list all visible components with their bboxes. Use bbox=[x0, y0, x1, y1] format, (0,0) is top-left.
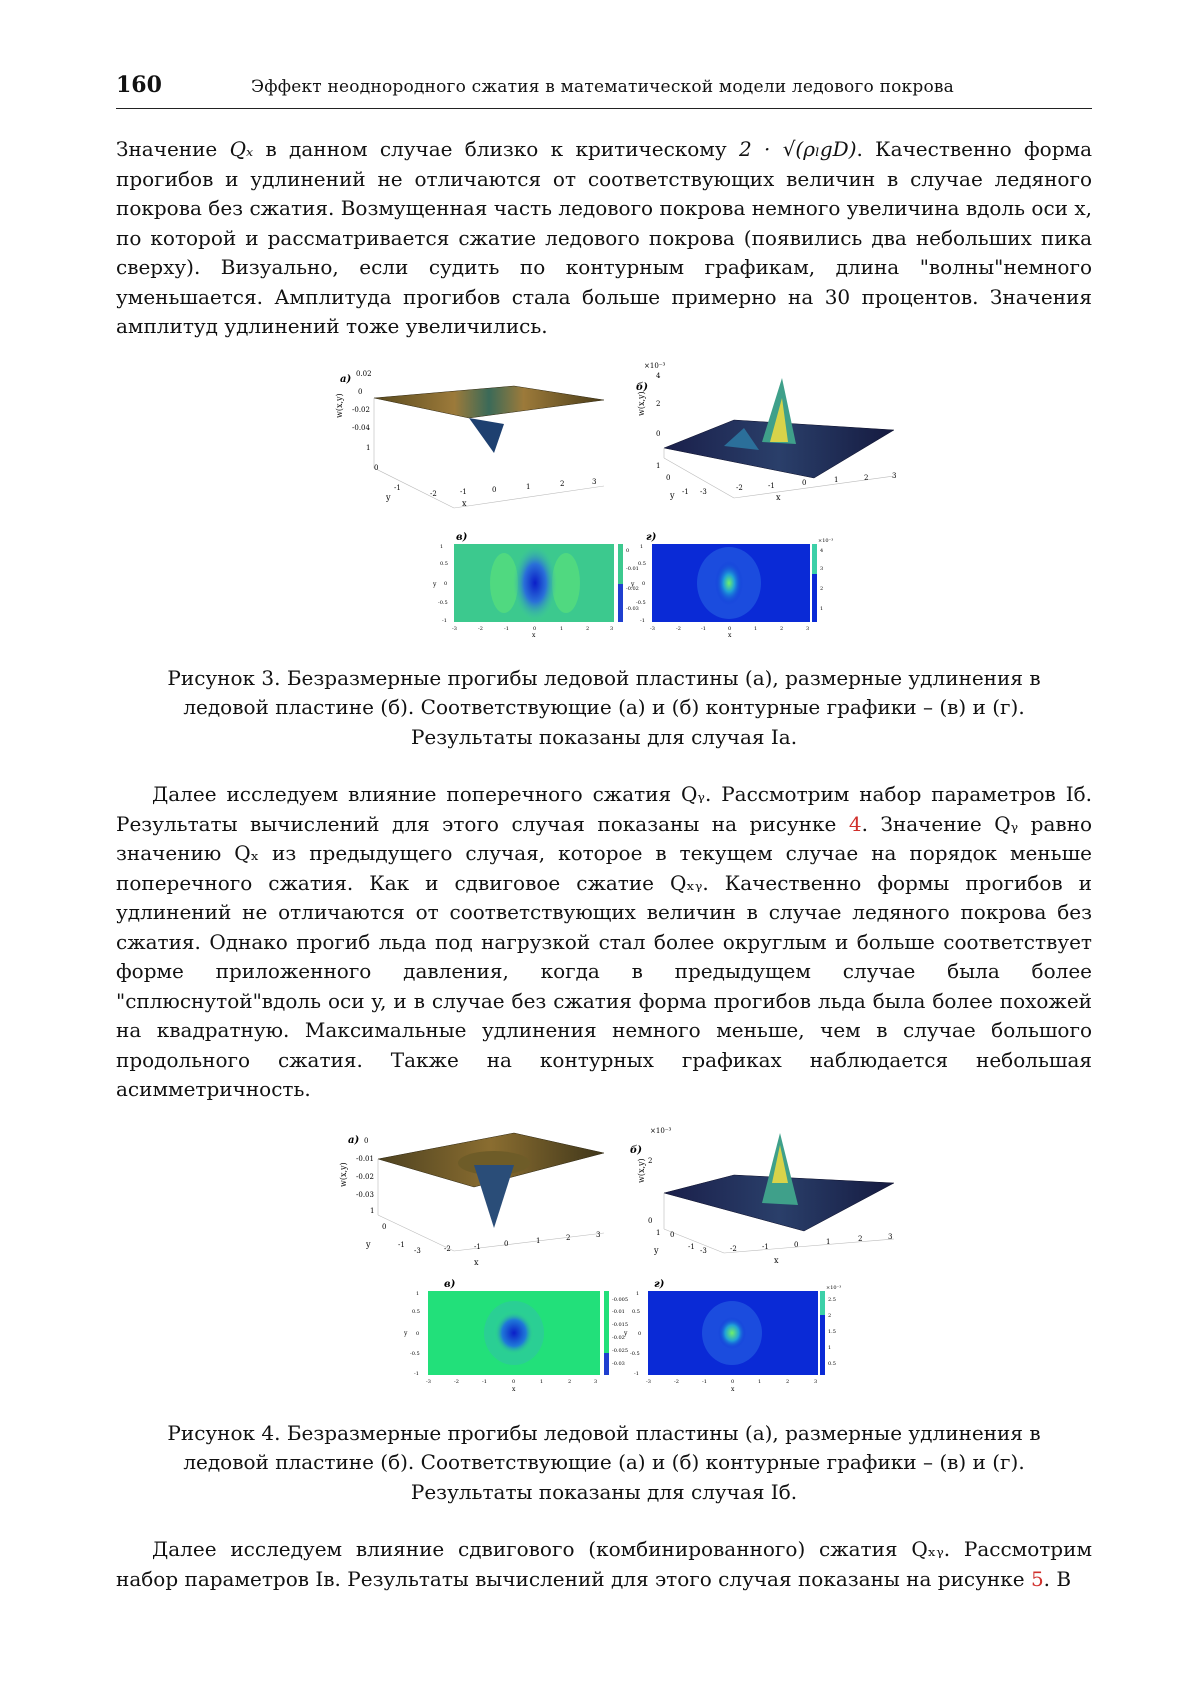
tick: -0.005 bbox=[612, 1296, 629, 1303]
zlabel: w(x,y) bbox=[339, 1161, 348, 1187]
tick: 0 bbox=[492, 485, 497, 494]
tick: 0 bbox=[374, 463, 379, 472]
tick: -1 bbox=[702, 1378, 707, 1385]
tick: -0.5 bbox=[630, 1350, 640, 1357]
tick: -0.015 bbox=[612, 1321, 629, 1328]
paragraph-1 bbox=[116, 135, 1092, 342]
tick: -0.5 bbox=[636, 599, 646, 606]
tick: -1 bbox=[482, 1378, 487, 1385]
tick: -3 bbox=[452, 625, 457, 632]
tick: 1 bbox=[820, 605, 824, 612]
p1-text: Значение bbox=[116, 137, 218, 161]
tick: 1 bbox=[370, 1206, 375, 1215]
ylabel: y bbox=[433, 580, 437, 588]
contour-center bbox=[715, 561, 743, 605]
tick: 1 bbox=[656, 461, 661, 470]
caption-line: Результаты показаны для случая Iа. bbox=[410, 724, 798, 749]
tick: 2 bbox=[656, 399, 661, 408]
tick: -2 bbox=[736, 483, 743, 492]
tick: 1 bbox=[758, 1378, 762, 1385]
tick: -0.02 bbox=[626, 585, 639, 592]
tick: 4 bbox=[656, 371, 661, 380]
tick: 1 bbox=[560, 625, 564, 632]
tick: 2 bbox=[864, 473, 869, 482]
caption-line: ледовой пластине (б). Соответствующие (а) и (б) контурные графики – (в) и (г). bbox=[183, 695, 1025, 719]
fig3-b-label: б) bbox=[636, 381, 648, 393]
tick: -1 bbox=[640, 617, 645, 624]
tick: 3 bbox=[820, 565, 824, 572]
figure-3-svg bbox=[304, 358, 904, 678]
axis-line bbox=[724, 1239, 894, 1253]
tick: 1 bbox=[834, 475, 839, 484]
p2-rest: . Значение Qᵧ равно значению Qₓ из предыдущего случая, которое в текущем случае на порядок меньше поперечного сжатия. Как и сдвиговое сжатие Qₓᵧ. Качественно формы прогибов и удлинений не отличаются от соответствующих величин в случае ледяного покрова без сжатия. Однако прогиб льда под нагрузкой стал более округлым и больше соответствует форме приложенного давления, когда в предыдущем случае была более "сплюснутой"вдоль оси y, и в случае без сжатия форма прогибов льда была более похожей на квадратную. Максимальные удлинения немного меньше, чем в случае большого продольного сжатия. Также на контурных графиках наблюдается небольшая асимметричность. bbox=[116, 811, 1093, 1101]
axis-line bbox=[374, 468, 454, 508]
tick: 2 bbox=[560, 479, 565, 488]
tick: 0.5 bbox=[440, 560, 448, 567]
tick: 1 bbox=[366, 443, 371, 452]
tick: 0 bbox=[642, 580, 646, 587]
axis-line bbox=[734, 473, 894, 498]
tick: 2 bbox=[828, 1312, 832, 1319]
tick: -1 bbox=[394, 483, 401, 492]
caption-line: ледовой пластине (б). Соответствующие (а) и (б) контурные графики – (в) и (г). bbox=[183, 1450, 1025, 1474]
tick: 0.5 bbox=[828, 1360, 836, 1367]
tick: 1 bbox=[526, 482, 531, 491]
tick: 1 bbox=[826, 1237, 831, 1246]
scale-label: ×10⁻³ bbox=[826, 1284, 842, 1291]
surface-mesh bbox=[374, 386, 604, 418]
colorbar-top bbox=[618, 544, 623, 584]
figure-4 bbox=[304, 1123, 904, 1423]
caption-line: Рисунок 3. Безразмерные прогибы ледовой пластины (а), размерные удлинения в bbox=[167, 665, 1041, 690]
tick: -0.01 bbox=[356, 1154, 374, 1163]
tick: -3 bbox=[650, 625, 655, 632]
tick: 1 bbox=[656, 1228, 661, 1237]
page-header bbox=[116, 72, 1092, 109]
ylabel: y bbox=[631, 580, 635, 588]
fig3-a-label: а) bbox=[340, 373, 352, 385]
tick: 0 bbox=[794, 1240, 799, 1249]
figure-4-caption bbox=[134, 1419, 1074, 1508]
tick: 0 bbox=[666, 473, 671, 482]
tick: 2 bbox=[648, 1156, 653, 1165]
tick: -0.03 bbox=[356, 1190, 374, 1199]
fig4-panel-d bbox=[623, 1279, 841, 1393]
tick: 1 bbox=[636, 1290, 640, 1297]
tick: 0 bbox=[731, 1378, 735, 1385]
tick: 0 bbox=[656, 429, 661, 438]
tick: -1 bbox=[768, 481, 775, 490]
tick: 0.02 bbox=[356, 369, 372, 378]
tick: -3 bbox=[700, 1246, 707, 1255]
tick: -1 bbox=[398, 1240, 405, 1249]
fig4-panel-a bbox=[339, 1133, 604, 1267]
fig4-panel-b bbox=[630, 1127, 894, 1265]
xlabel: x bbox=[774, 1255, 779, 1265]
caption-line: Рисунок 4. Безразмерные прогибы ледовой пластины (а), размерные удлинения в bbox=[167, 1420, 1041, 1445]
fig4-panel-c bbox=[403, 1279, 628, 1393]
tick: 2 bbox=[780, 625, 784, 632]
tick: 0 bbox=[802, 478, 807, 487]
tick: 2 bbox=[586, 625, 590, 632]
tick: -0.03 bbox=[612, 1360, 625, 1367]
fig3-panel-c bbox=[432, 532, 639, 639]
running-title: Эффект неоднородного сжатия в математической модели ледового покрова bbox=[251, 77, 954, 97]
scale-label: ×10⁻³ bbox=[818, 537, 834, 544]
p3-rest: . В bbox=[1043, 1566, 1072, 1591]
tick: -2 bbox=[730, 1244, 737, 1253]
fig4-a-label: а) bbox=[348, 1134, 360, 1146]
tick: 1.5 bbox=[828, 1328, 836, 1335]
colorbar-top bbox=[812, 544, 817, 574]
p3-text: Далее исследуем влияние сдвигового (комбинированного) сжатия Qₓᵧ. Рассмотрим набор параметров Iв. Результаты вычислений для этого случая показаны на рисунке bbox=[116, 1537, 1092, 1591]
tick: -0.02 bbox=[352, 405, 370, 414]
ylabel: y bbox=[654, 1245, 659, 1255]
tick: 3 bbox=[806, 625, 810, 632]
fig4-b-label: б) bbox=[630, 1144, 642, 1156]
tick: 0.5 bbox=[638, 560, 646, 567]
scale-label: ×10⁻³ bbox=[644, 361, 666, 370]
xlabel: x bbox=[462, 498, 467, 508]
fig4-c-label: в) bbox=[444, 1278, 456, 1290]
fig3-c-label: в) bbox=[456, 531, 468, 543]
p1-text-2: в данном случае близко к критическому bbox=[265, 137, 727, 161]
tick: -1 bbox=[701, 625, 706, 632]
fig3-d-label: г) bbox=[646, 531, 657, 543]
scale-label: ×10⁻³ bbox=[650, 1126, 672, 1135]
tick: 0 bbox=[416, 1330, 420, 1337]
tick: 1 bbox=[536, 1236, 541, 1245]
deflection-dip bbox=[469, 418, 504, 453]
qx-symbol: Qₓ bbox=[229, 137, 254, 161]
ylabel: y bbox=[670, 490, 675, 500]
tick: 1 bbox=[416, 1290, 420, 1297]
tick: -0.04 bbox=[352, 423, 370, 432]
tick: -0.02 bbox=[356, 1172, 374, 1181]
tick: -3 bbox=[646, 1378, 651, 1385]
tick: 3 bbox=[592, 477, 597, 486]
tick: 2 bbox=[820, 585, 824, 592]
tick: -1 bbox=[762, 1242, 769, 1251]
tick: 0 bbox=[382, 1222, 387, 1231]
tick: 1 bbox=[754, 625, 758, 632]
caption-line: Результаты показаны для случая Iб. bbox=[410, 1479, 798, 1504]
critical-formula: 2 · √(ρₗgD) bbox=[738, 137, 857, 161]
tick: -1 bbox=[682, 487, 689, 496]
figure-5-link[interactable]: 5 bbox=[1030, 1566, 1044, 1591]
paragraph-3 bbox=[116, 1535, 1092, 1594]
tick: 0 bbox=[512, 1378, 516, 1385]
fig3-panel-a bbox=[335, 370, 604, 508]
tick: -0.01 bbox=[626, 565, 639, 572]
tick: -1 bbox=[634, 1370, 639, 1377]
tick: 0 bbox=[638, 1330, 642, 1337]
tick: 3 bbox=[610, 625, 614, 632]
xlabel: x bbox=[728, 631, 732, 639]
contour-center bbox=[718, 1317, 746, 1349]
tick: 0 bbox=[358, 387, 363, 396]
tick: -1 bbox=[474, 1242, 481, 1251]
tick: 3 bbox=[594, 1378, 598, 1385]
colorbar-bottom bbox=[604, 1353, 609, 1375]
tick: -1 bbox=[460, 487, 467, 496]
tick: -1 bbox=[414, 1370, 419, 1377]
tick: 0 bbox=[364, 1136, 369, 1145]
tick: -0.5 bbox=[438, 599, 448, 606]
xlabel: x bbox=[512, 1385, 516, 1393]
tick: -3 bbox=[700, 487, 707, 496]
tick: -2 bbox=[676, 625, 681, 632]
tick: 0 bbox=[670, 1230, 675, 1239]
tick: -3 bbox=[426, 1378, 431, 1385]
tick: 0.5 bbox=[632, 1308, 640, 1315]
xlabel: x bbox=[731, 1385, 735, 1393]
tick: -0.03 bbox=[626, 605, 639, 612]
ylabel: y bbox=[366, 1239, 371, 1249]
tick: 0 bbox=[444, 580, 448, 587]
tick: -0.01 bbox=[612, 1308, 625, 1315]
tick: 2 bbox=[568, 1378, 572, 1385]
tick: 1 bbox=[640, 543, 644, 550]
fig3-panel-d bbox=[630, 532, 833, 639]
tick: 0 bbox=[504, 1239, 509, 1248]
tick: -1 bbox=[504, 625, 509, 632]
tick: 3 bbox=[596, 1230, 601, 1239]
colorbar-top bbox=[820, 1291, 825, 1315]
xlabel: x bbox=[532, 631, 536, 639]
xlabel: x bbox=[776, 492, 781, 502]
tick: -1 bbox=[442, 617, 447, 624]
p2-text: Далее исследуем влияние поперечного сжатия Qᵧ. Рассмотрим набор параметров Iб. Результаты вычислений для этого случая показаны на рисунке bbox=[116, 782, 1092, 836]
fig4-d-label: г) bbox=[654, 1278, 665, 1290]
tick: -2 bbox=[674, 1378, 679, 1385]
tick: -2 bbox=[430, 489, 437, 498]
tick: 0 bbox=[533, 625, 537, 632]
tick: 1 bbox=[540, 1378, 544, 1385]
tick: 2 bbox=[786, 1378, 790, 1385]
contour-center bbox=[494, 1311, 534, 1355]
tick: 1 bbox=[828, 1344, 832, 1351]
tick: 0 bbox=[728, 625, 732, 632]
tick: -2 bbox=[454, 1378, 459, 1385]
tick: 2 bbox=[858, 1234, 863, 1243]
tick: 2.5 bbox=[828, 1296, 836, 1303]
fig3-panel-b bbox=[636, 362, 896, 502]
p1-rest: . Качественно форма прогибов и удлинений не отличаются от соответствующих величин в случае ледяного покрова без сжатия. Возмущенная часть ледового покрова немного увеличина вдоль оси x, по которой и рассматривается сжатие ледового покрова (появились два небольших пика сверху). Визуально, если судить по контурным графикам, длина "волны"немного уменьшается. Амплитуда прогибов стала больше примерно на 30 процентов. Значения амплитуд удлинений тоже увеличились. bbox=[116, 137, 1093, 338]
axis-line bbox=[378, 1215, 454, 1251]
zlabel: w(x,y) bbox=[335, 392, 344, 418]
tick: -3 bbox=[414, 1246, 421, 1255]
ylabel: y bbox=[404, 1329, 408, 1337]
tick: 2 bbox=[566, 1233, 571, 1242]
tick: 0 bbox=[626, 547, 630, 554]
figure-3 bbox=[304, 358, 904, 678]
tick: -2 bbox=[444, 1244, 451, 1253]
zlabel: w(x,y) bbox=[637, 390, 646, 416]
tick: 3 bbox=[892, 471, 897, 480]
tick: 0 bbox=[648, 1216, 653, 1225]
figure-4-link[interactable]: 4 bbox=[848, 811, 862, 836]
deflection-dip bbox=[474, 1165, 514, 1228]
tick: 3 bbox=[814, 1378, 818, 1385]
tick: -2 bbox=[478, 625, 483, 632]
tick: 4 bbox=[820, 547, 824, 554]
ylabel: y bbox=[386, 492, 391, 502]
zlabel: w(x,y) bbox=[637, 1157, 646, 1183]
page bbox=[116, 72, 1092, 1594]
figure-4-svg bbox=[304, 1123, 904, 1423]
tick: 0.5 bbox=[412, 1308, 420, 1315]
tick: -0.02 bbox=[612, 1334, 625, 1341]
tick: 3 bbox=[888, 1232, 893, 1241]
ylabel: y bbox=[624, 1329, 628, 1337]
tick: -0.5 bbox=[410, 1350, 420, 1357]
tick: -1 bbox=[688, 1242, 695, 1251]
paragraph-2 bbox=[116, 780, 1092, 1105]
page-number: 160 bbox=[116, 72, 162, 98]
tick: -0.025 bbox=[612, 1347, 629, 1354]
tick: 1 bbox=[440, 543, 444, 550]
xlabel: x bbox=[474, 1257, 479, 1267]
contour-center bbox=[513, 545, 557, 621]
